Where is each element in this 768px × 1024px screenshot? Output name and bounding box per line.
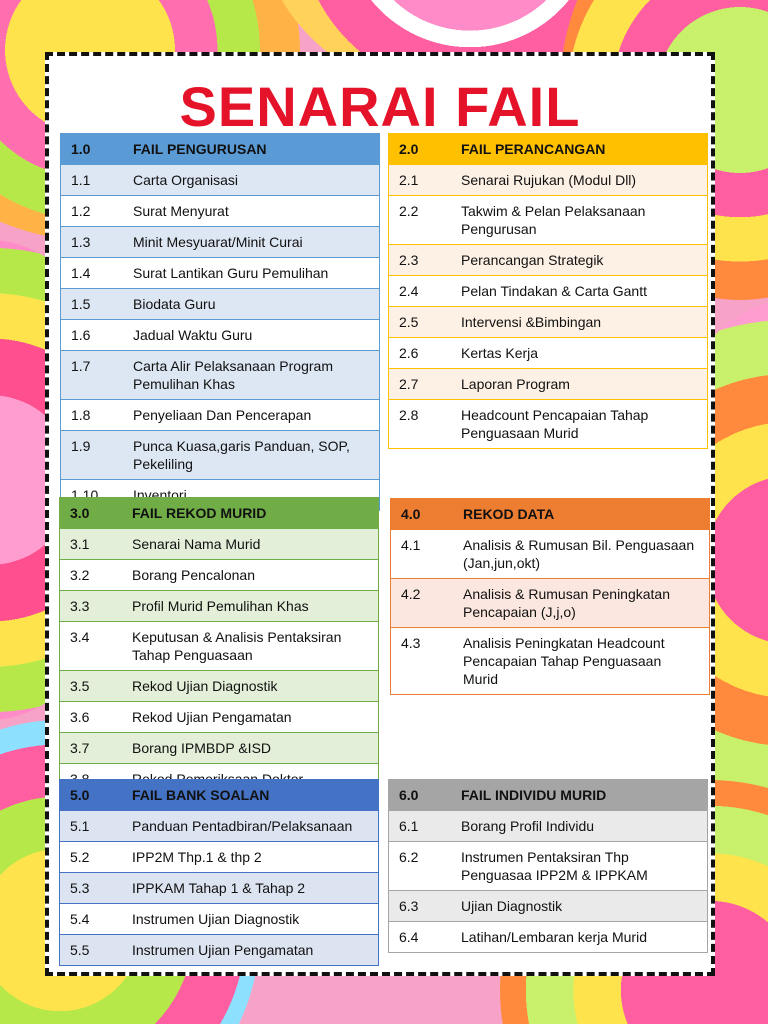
table-row xyxy=(389,165,708,196)
table-row xyxy=(60,622,379,671)
row-label: Rekod Ujian Diagnostik xyxy=(122,671,379,702)
row-number: 4.3 xyxy=(391,628,454,695)
row-number: 6.2 xyxy=(389,842,452,891)
table-header-row xyxy=(61,134,380,165)
row-number: 6.4 xyxy=(389,922,452,953)
row-label: Analisis Peningkatan Headcount Pencapaian Tahap Penguasaan Murid xyxy=(453,628,710,695)
row-number: 3.4 xyxy=(60,622,123,671)
row-label: Minit Mesyuarat/Minit Curai xyxy=(123,227,380,258)
table-row xyxy=(60,873,379,904)
row-label: Keputusan & Analisis Pentaksiran Tahap Penguasaan xyxy=(122,622,379,671)
page-title: SENARAI FAIL xyxy=(179,75,581,138)
row-label: Senarai Rujukan (Modul Dll) xyxy=(451,165,708,196)
table-row xyxy=(389,338,708,369)
table-row xyxy=(60,529,379,560)
row-number: 5.2 xyxy=(60,842,123,873)
header-number: 2.0 xyxy=(399,141,419,157)
row-number: 2.2 xyxy=(389,196,452,245)
row-number: 1.8 xyxy=(61,400,124,431)
row-number: 3.8 xyxy=(60,764,123,795)
header-number: 1.0 xyxy=(71,141,91,157)
table-row xyxy=(389,922,708,953)
row-number: 2.3 xyxy=(389,245,452,276)
row-label: Instrumen Ujian Diagnostik xyxy=(122,904,379,935)
table-row xyxy=(61,289,380,320)
header-title: FAIL PENGURUSAN xyxy=(133,141,267,157)
row-label: Intervensi &Bimbingan xyxy=(451,307,708,338)
table-row xyxy=(61,165,380,196)
header-title: FAIL BANK SOALAN xyxy=(132,787,270,803)
row-number: 5.4 xyxy=(60,904,123,935)
table-fail-pengurusan xyxy=(60,133,380,511)
table-rekod-data xyxy=(390,498,710,695)
row-label: IPPKAM Tahap 1 & Tahap 2 xyxy=(122,873,379,904)
row-number: 2.5 xyxy=(389,307,452,338)
table-row xyxy=(60,671,379,702)
row-number: 1.2 xyxy=(61,196,124,227)
row-number: 2.4 xyxy=(389,276,452,307)
row-label: Analisis & Rumusan Peningkatan Pencapaian (J,j,o) xyxy=(453,579,710,628)
row-label: Penyeliaan Dan Pencerapan xyxy=(123,400,380,431)
row-label: Borang Pencalonan xyxy=(122,560,379,591)
table-header-row xyxy=(60,498,379,529)
table-fail-bank-soalan xyxy=(59,779,379,966)
row-label: Inventori xyxy=(123,480,380,511)
row-label: Jadual Waktu Guru xyxy=(123,320,380,351)
table-header-row xyxy=(389,134,708,165)
row-number: 1.6 xyxy=(61,320,124,351)
row-number: 5.5 xyxy=(60,935,123,966)
table-row xyxy=(389,307,708,338)
table-row xyxy=(389,245,708,276)
row-label: Laporan Program xyxy=(451,369,708,400)
row-label: Pelan Tindakan & Carta Gantt xyxy=(451,276,708,307)
table-row xyxy=(391,530,710,579)
row-number: 2.8 xyxy=(389,400,452,449)
table-row xyxy=(391,628,710,695)
header-title: FAIL REKOD MURID xyxy=(132,505,267,521)
row-number: 6.1 xyxy=(389,811,452,842)
row-number: 4.1 xyxy=(391,530,454,579)
row-number: 3.5 xyxy=(60,671,123,702)
header-number: 3.0 xyxy=(70,505,90,521)
header-title: REKOD DATA xyxy=(463,506,555,522)
row-number: 3.7 xyxy=(60,733,123,764)
table-body xyxy=(389,780,708,953)
header-number: 6.0 xyxy=(399,787,419,803)
row-number: 2.7 xyxy=(389,369,452,400)
table-row xyxy=(389,811,708,842)
row-number: 4.2 xyxy=(391,579,454,628)
row-label: Senarai Nama Murid xyxy=(122,529,379,560)
table-row xyxy=(61,431,380,480)
header-number: 5.0 xyxy=(70,787,90,803)
row-label: Instrumen Pentaksiran Thp Penguasaa IPP2M & IPPKAM xyxy=(451,842,708,891)
table-fail-perancangan xyxy=(388,133,708,449)
row-label: Latihan/Lembaran kerja Murid xyxy=(451,922,708,953)
table-header-row xyxy=(60,780,379,811)
table-row xyxy=(60,702,379,733)
row-number: 1.10 xyxy=(61,480,124,511)
table-fail-rekod-murid xyxy=(59,497,379,795)
table-body xyxy=(61,134,380,511)
row-label: Instrumen Ujian Pengamatan xyxy=(122,935,379,966)
header-title: FAIL INDIVIDU MURID xyxy=(461,787,607,803)
table-row xyxy=(60,904,379,935)
table-row xyxy=(61,227,380,258)
row-label: Rekod Ujian Pengamatan xyxy=(122,702,379,733)
table-header-row xyxy=(391,499,710,530)
table-row xyxy=(61,351,380,400)
row-label: Headcount Pencapaian Tahap Penguasaan Murid xyxy=(451,400,708,449)
row-number: 5.1 xyxy=(60,811,123,842)
table-row xyxy=(60,811,379,842)
table-row xyxy=(60,733,379,764)
row-label: Carta Organisasi xyxy=(123,165,380,196)
table-row xyxy=(389,369,708,400)
table-row xyxy=(61,196,380,227)
table-row xyxy=(61,400,380,431)
row-number: 2.6 xyxy=(389,338,452,369)
row-label: Rekod Pemeriksaan Doktor xyxy=(122,764,379,795)
table-row xyxy=(389,196,708,245)
row-label: IPP2M Thp.1 & thp 2 xyxy=(122,842,379,873)
row-label: Punca Kuasa,garis Panduan, SOP, Pekeliling xyxy=(123,431,380,480)
row-label: Takwim & Pelan Pelaksanaan Pengurusan xyxy=(451,196,708,245)
row-number: 1.1 xyxy=(61,165,124,196)
row-number: 1.3 xyxy=(61,227,124,258)
row-label: Kertas Kerja xyxy=(451,338,708,369)
row-label: Surat Menyurat xyxy=(123,196,380,227)
table-body xyxy=(391,499,710,695)
table-row xyxy=(61,320,380,351)
row-label: Profil Murid Pemulihan Khas xyxy=(122,591,379,622)
row-label: Borang Profil Individu xyxy=(451,811,708,842)
row-label: Ujian Diagnostik xyxy=(451,891,708,922)
table-body xyxy=(60,498,379,795)
table-row xyxy=(389,842,708,891)
row-number: 3.3 xyxy=(60,591,123,622)
table-row xyxy=(60,591,379,622)
row-label: Surat Lantikan Guru Pemulihan xyxy=(123,258,380,289)
row-number: 1.4 xyxy=(61,258,124,289)
row-number: 3.6 xyxy=(60,702,123,733)
table-fail-individu-murid xyxy=(388,779,708,953)
header-number: 4.0 xyxy=(401,506,421,522)
row-label: Carta Alir Pelaksanaan Program Pemulihan Khas xyxy=(123,351,380,400)
row-number: 1.9 xyxy=(61,431,124,480)
row-number: 3.1 xyxy=(60,529,123,560)
table-header-row xyxy=(389,780,708,811)
row-number: 6.3 xyxy=(389,891,452,922)
row-label: Perancangan Strategik xyxy=(451,245,708,276)
table-row xyxy=(391,579,710,628)
row-number: 3.2 xyxy=(60,560,123,591)
table-row xyxy=(389,400,708,449)
row-label: Biodata Guru xyxy=(123,289,380,320)
row-label: Borang IPMBDP &ISD xyxy=(122,733,379,764)
table-row xyxy=(60,560,379,591)
header-title: FAIL PERANCANGAN xyxy=(461,141,606,157)
table-body xyxy=(60,780,379,966)
row-label: Analisis & Rumusan Bil. Penguasaan (Jan,jun,okt) xyxy=(453,530,710,579)
table-row xyxy=(389,891,708,922)
row-label: Panduan Pentadbiran/Pelaksanaan xyxy=(122,811,379,842)
row-number: 1.5 xyxy=(61,289,124,320)
row-number: 5.3 xyxy=(60,873,123,904)
table-row xyxy=(60,935,379,966)
table-row xyxy=(61,258,380,289)
table-body xyxy=(389,134,708,449)
row-number: 1.7 xyxy=(61,351,124,400)
table-row xyxy=(389,276,708,307)
row-number: 2.1 xyxy=(389,165,452,196)
table-row xyxy=(60,842,379,873)
